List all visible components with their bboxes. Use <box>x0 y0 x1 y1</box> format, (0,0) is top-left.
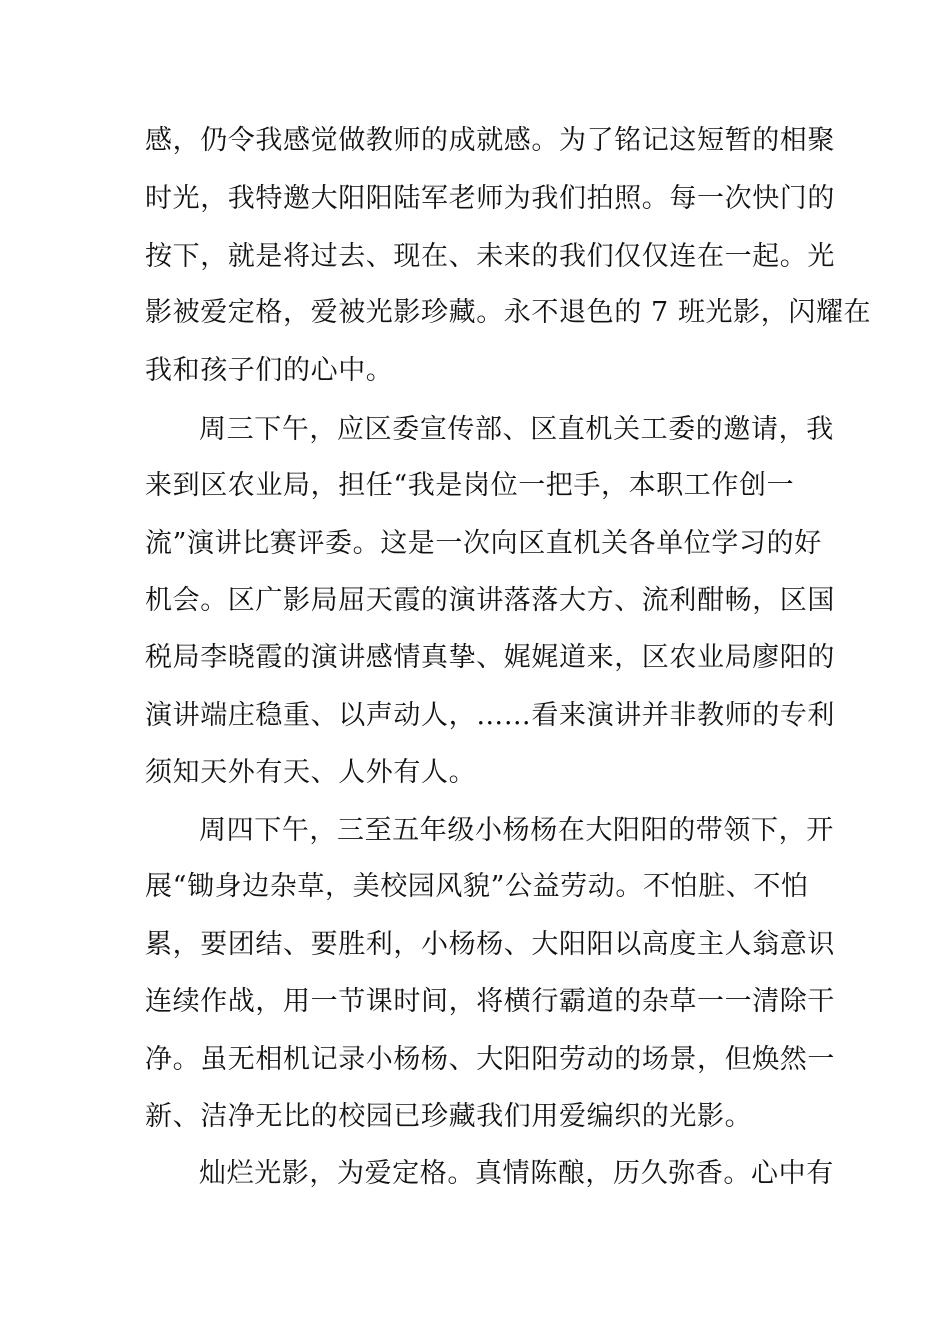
text-line: 累，要团结、要胜利，小杨杨、大阳阳以高度主人翁意识 <box>145 929 835 960</box>
text-line: 须知天外有天、人外有人。 <box>145 757 477 788</box>
text-line: 影被爱定格，爱被光影珍藏。永不退色的 7 班光影，闪耀在 <box>145 297 872 328</box>
text-line: 时光，我特邀大阳阳陆军老师为我们拍照。每一次快门的 <box>145 183 835 214</box>
text-line: 净。虽无相机记录小杨杨、大阳阳劳动的场景，但焕然一 <box>145 1044 835 1075</box>
text-line: 感，仍令我感觉做教师的成就感。为了铭记这短暂的相聚 <box>145 125 835 156</box>
text-line: 连续作战，用一节课时间，将横行霸道的杂草一一清除干 <box>145 986 835 1017</box>
text-line: 税局李晓霞的演讲感情真挚、娓娓道来，区农业局廖阳的 <box>145 642 835 673</box>
text-line: 流”演讲比赛评委。这是一次向区直机关各单位学习的好 <box>145 528 822 559</box>
text-line: 按下，就是将过去、现在、未来的我们仅仅连在一起。光 <box>145 241 835 272</box>
text-line: 机会。区广影局屈天霞的演讲落落大方、流利酣畅，区国 <box>145 585 835 616</box>
text-line: 来到区农业局，担任“我是岗位一把手，本职工作创一 <box>145 470 795 501</box>
text-line: 新、洁净无比的校园已珍藏我们用爱编织的光影。 <box>145 1101 753 1132</box>
paragraph-first-line: 周四下午，三至五年级小杨杨在大阳阳的带领下，开 <box>199 815 834 846</box>
text-line: 展“锄身边杂草，美校园风貌”公益劳动。不怕脏、不怕 <box>145 871 809 902</box>
text-line: 演讲端庄稳重、以声动人，……看来演讲并非教师的专利 <box>145 700 835 731</box>
paragraph-first-line: 灿烂光影，为爱定格。真情陈酿，历久弥香。心中有 <box>199 1158 834 1189</box>
text-line: 我和孩子们的心中。 <box>145 355 394 386</box>
paragraph-first-line: 周三下午，应区委宣传部、区直机关工委的邀请，我 <box>199 414 834 445</box>
